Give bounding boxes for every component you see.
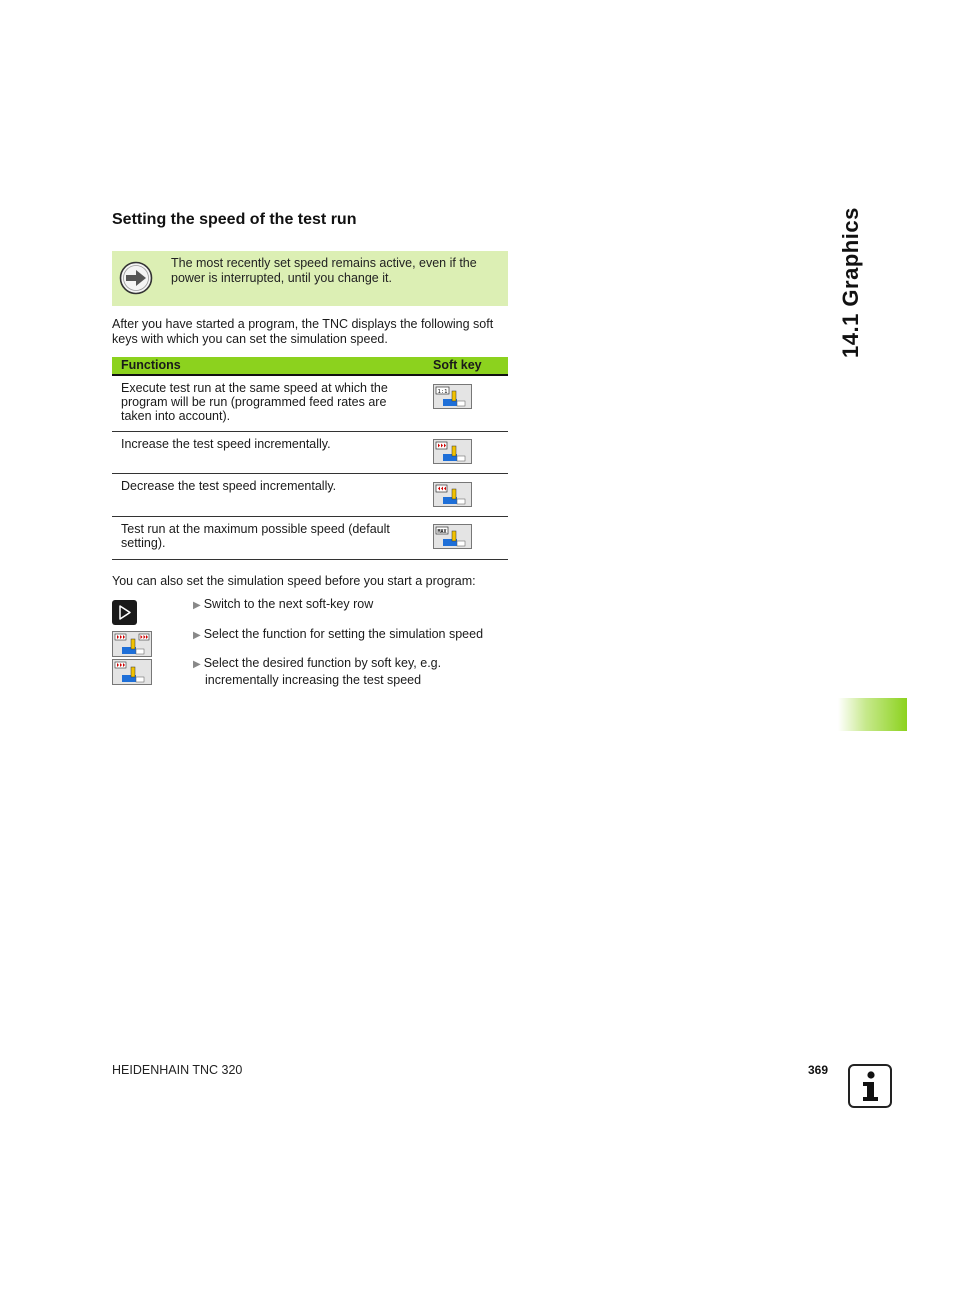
step-item (193, 597, 513, 614)
speed-max-softkey-icon[interactable] (433, 524, 472, 549)
table-row (112, 376, 508, 432)
step-text: Select the desired function by soft key, e.g. (203, 656, 442, 670)
footer-product: HEIDENHAIN TNC 320 (112, 1063, 243, 1077)
section-title: Setting the speed of the test run (112, 211, 357, 228)
intro-paragraph: After you have started a program, the TNC displays the following soft keys with which you can set the simulation speed. (112, 317, 494, 346)
header-functions: Functions (121, 358, 181, 372)
info-icon (848, 1064, 892, 1108)
table-row (112, 432, 508, 474)
arrow-right-icon (119, 261, 153, 295)
speed-increase-softkey-icon[interactable] (112, 659, 152, 685)
page-number: 369 (808, 1063, 829, 1077)
note-box (112, 251, 508, 306)
triangle-bullet-icon: ▶ (193, 659, 201, 670)
speed-increase-softkey-icon[interactable] (433, 439, 472, 464)
note-text: The most recently set speed remains active, even if the power is interrupted, until you change it. (171, 256, 477, 285)
speed-1-1-softkey-icon[interactable] (433, 384, 472, 409)
triangle-bullet-icon: ▶ (193, 630, 201, 641)
step-text: Switch to the next soft-key row (203, 597, 374, 611)
table-row (112, 517, 508, 560)
row-description: Decrease the test speed incrementally. (121, 479, 337, 493)
step-item (193, 656, 513, 687)
step-text-continued: incrementally increasing the test speed (205, 672, 422, 687)
speed-decrease-softkey-icon[interactable] (433, 482, 472, 507)
triangle-bullet-icon: ▶ (193, 600, 201, 611)
step-item (193, 627, 513, 644)
header-soft-key: Soft key (433, 358, 482, 372)
chapter-side-title: 14.1 Graphics (838, 207, 863, 358)
step-text: Select the function for setting the simulation speed (203, 627, 484, 641)
softkey-label: MAX (437, 528, 447, 535)
row-description: Execute test run at the same speed at which the program will be run (programmed feed rates are taken into account). (121, 381, 388, 423)
table-header (112, 357, 508, 376)
next-row-key-icon[interactable] (112, 600, 137, 625)
functions-table (112, 357, 508, 560)
simulation-speed-softkey-icon[interactable] (112, 631, 152, 657)
row-description: Test run at the maximum possible speed (default setting). (121, 522, 390, 550)
softkey-label: 1:1 (437, 389, 448, 395)
table-row (112, 474, 508, 517)
chapter-tab (838, 698, 907, 731)
row-description: Increase the test speed incrementally. (121, 437, 331, 451)
also-paragraph: You can also set the simulation speed before you start a program: (112, 574, 476, 588)
